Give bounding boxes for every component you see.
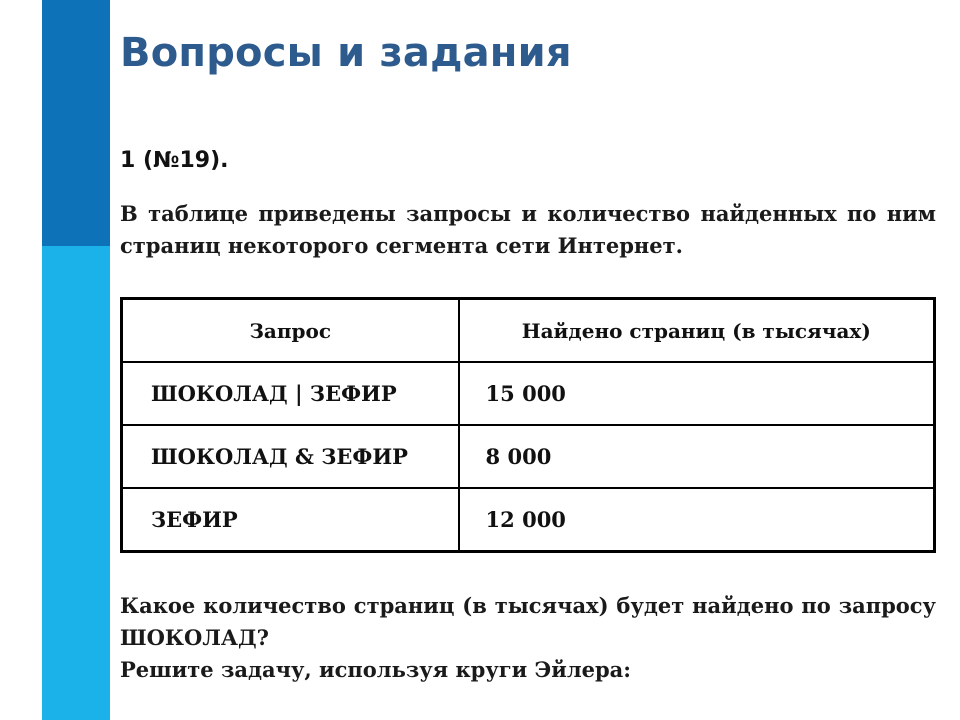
pages-cell: 8 000 [459,425,935,488]
table-row [122,362,935,425]
table-row [122,425,935,488]
pages-cell: 15 000 [459,362,935,425]
accent-bar-dark [42,0,110,246]
query-cell: ШОКОЛАД | ЗЕФИР [122,362,459,425]
question-block [120,590,936,686]
instruction-text: Решите задачу, используя круги Эйлера: [120,657,632,682]
header-query: Запрос [122,299,459,363]
query-table [120,297,936,553]
pages-cell: 12 000 [459,488,935,552]
query-cell: ЗЕФИР [122,488,459,552]
table-row [122,488,935,552]
question-text: Какое количество страниц (в тысячах) будет найдено по запросу ШОКОЛАД? [120,593,936,650]
task-number: 1 (№19). [120,148,229,173]
header-pages: Найдено страниц (в тысячах) [459,299,935,363]
intro-text: В таблице приведены запросы и количество найденных по ним страниц некоторого сегмента сети Интернет. [120,201,936,258]
slide-title: Вопросы и задания [120,30,572,76]
query-cell: ШОКОЛАД & ЗЕФИР [122,425,459,488]
table-header-row [122,299,935,363]
accent-bar-light [42,246,110,720]
